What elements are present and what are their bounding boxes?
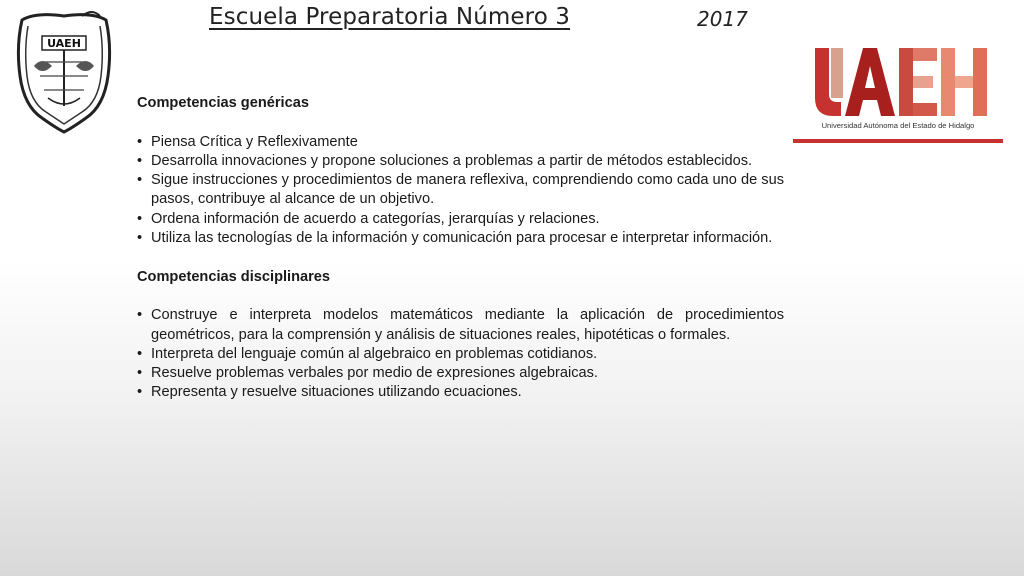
list-item: • Ordena información de acuerdo a categorías, jerarquías y relaciones.	[137, 210, 784, 229]
list-item: • Sigue instrucciones y procedimientos de manera reflexiva, comprendiendo como cada uno de sus pasos, contribuye al alcance de un objetivo.	[137, 171, 784, 210]
logo-caption: Universidad Autónoma del Estado de Hidalgo	[821, 121, 975, 130]
school-crest	[12, 6, 116, 134]
list-item: • Representa y resuelve situaciones utilizando ecuaciones.	[137, 383, 784, 402]
list-item: • Utiliza las tecnologías de la información y comunicación para procesar e interpretar información.	[137, 229, 784, 248]
list-item: • Interpreta del lenguaje común al algebraico en problemas cotidianos.	[137, 345, 784, 364]
list-item: • Resuelve problemas verbales por medio de expresiones algebraicas.	[137, 364, 784, 383]
list-item: • Piensa Crítica y Reflexivamente	[137, 133, 784, 152]
disciplinary-heading: Competencias disciplinares	[137, 268, 331, 285]
year-label: 2017	[697, 7, 748, 31]
list-item: • Desarrolla innovaciones y propone soluciones a problemas a partir de métodos establecidos.	[137, 152, 784, 171]
list-item: • Construye e interpreta modelos matemáticos mediante la aplicación de procedimientos geométricos, para la comprensión y análisis de situaciones reales, hipotéticas o formales.	[137, 306, 784, 345]
generic-list	[137, 133, 784, 249]
generic-heading: Competencias genéricas	[137, 95, 309, 111]
uaeh-logo	[793, 42, 1003, 148]
page-title: Escuela Preparatoria Número 3	[209, 4, 571, 30]
svg-text:UAEH: UAEH	[47, 37, 81, 50]
disciplinary-list	[137, 306, 784, 402]
competencies-content	[137, 94, 784, 403]
